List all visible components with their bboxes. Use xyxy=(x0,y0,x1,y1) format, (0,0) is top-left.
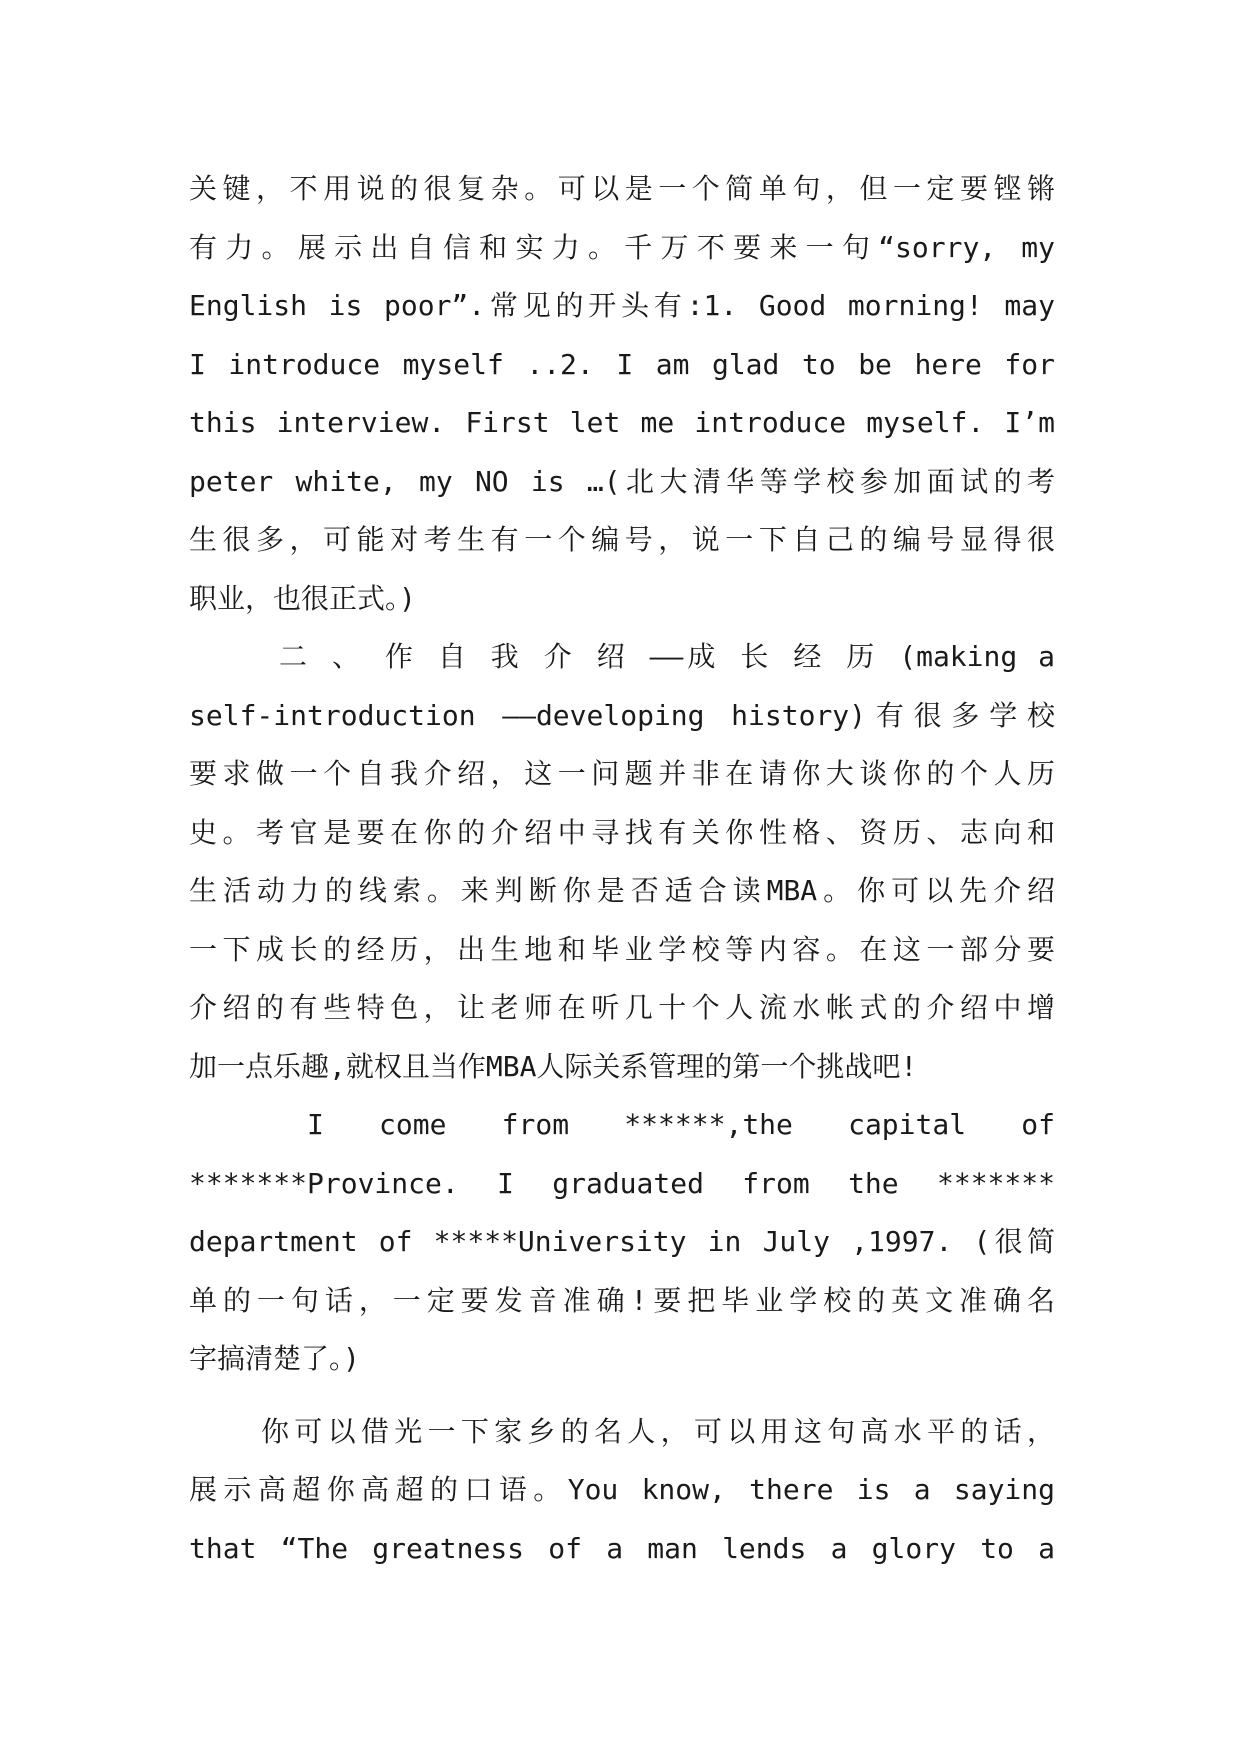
text-line: 关键，不用说的很复杂。可以是一个简单句，但一定要铿锵 xyxy=(189,172,1055,205)
text-line: I come from ******,the capital of xyxy=(307,1108,1055,1141)
paragraph-self-introduction xyxy=(189,628,1055,1096)
text-line: this interview. First let me introduce myself. I’m xyxy=(189,406,1055,439)
section-heading-line: 二 、 作 自 我 介 绍 ——成 长 经 历 (making a xyxy=(279,640,1055,673)
text-line: 生很多，可能对考生有一个编号，说一下自己的编号显得很 xyxy=(189,523,1055,556)
text-line: I introduce myself ..2. I am glad to be here for xyxy=(189,347,1055,381)
text-line: English is poor”.常见的开头有:1. Good morning! may xyxy=(189,289,1055,322)
paragraph-opening xyxy=(189,160,1055,628)
text-line: 展示高超你高超的口语。You know, there is a saying xyxy=(189,1473,1055,1506)
text-line: 介绍的有些特色，让老师在听几十个人流水帐式的介绍中增 xyxy=(189,991,1055,1024)
paragraph-example xyxy=(189,1096,1055,1389)
text-line: 你可以借光一下家乡的名人，可以用这句高水平的话， xyxy=(261,1414,1055,1448)
text-line: 职业，也很正式。) xyxy=(189,581,416,615)
paragraph-hometown xyxy=(189,1403,1055,1579)
paragraph-spacing xyxy=(189,1389,1055,1403)
text-line: self-introduction ——developing history)有很多学校 xyxy=(189,698,1055,732)
text-line: 生活动力的线索。来判断你是否适合读MBA。你可以先介绍 xyxy=(189,874,1055,907)
text-line: 有力。展示出自信和实力。千万不要来一句“sorry, my xyxy=(189,230,1055,264)
text-line: department of *****University in July ,1997. (很简 xyxy=(189,1225,1055,1258)
text-line: 字搞清楚了。) xyxy=(189,1342,360,1375)
text-line: peter white, my NO is …(北大清华等学校参加面试的考 xyxy=(189,464,1055,498)
text-line: 单的一句话，一定要发音准确!要把毕业学校的英文准确名 xyxy=(189,1283,1055,1317)
text-line: 史。考官是要在你的介绍中寻找有关你性格、资历、志向和 xyxy=(189,815,1055,849)
text-line: 一下成长的经历，出生地和毕业学校等内容。在这一部分要 xyxy=(189,932,1055,966)
text-line: that “The greatness of a man lends a glory to a xyxy=(189,1531,1055,1565)
text-line: 加一点乐趣,就权且当作MBA人际关系管理的第一个挑战吧! xyxy=(189,1049,918,1083)
text-line: *******Province. I graduated from the ******* xyxy=(189,1166,1055,1200)
text-line: 要求做一个自我介绍，这一问题并非在请你大谈你的个人历 xyxy=(189,757,1055,790)
document-body xyxy=(189,160,1055,1578)
